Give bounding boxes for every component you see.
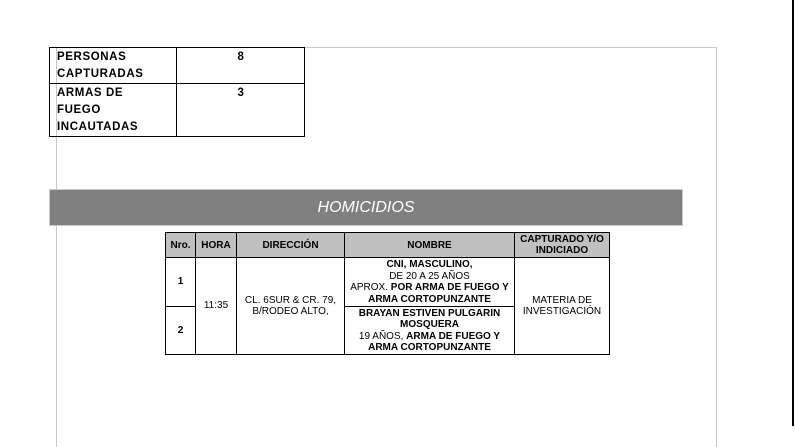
table-header-row — [166, 233, 610, 258]
name-prefix: 19 AÑOS, — [358, 330, 404, 342]
table-row — [166, 258, 610, 307]
summary-row — [50, 84, 305, 137]
row-number: 2 — [166, 307, 196, 355]
name-cell — [345, 258, 515, 307]
page-edge-rule — [792, 0, 794, 426]
name-line: BRAYAN ESTIVEN PULGARIN MOSQUERA — [358, 307, 501, 330]
header-direccion: DIRECCIÓN — [237, 233, 345, 258]
address-cell: CL. 6SUR & CR. 79, B/RODEO ALTO, — [237, 258, 345, 355]
section-banner — [49, 189, 683, 226]
summary-label: PERSONAS CAPTURADAS — [50, 48, 177, 84]
name-prefix: APROX. — [350, 282, 389, 293]
summary-row — [50, 48, 305, 84]
header-hora: HORA — [196, 233, 237, 258]
summary-value: 8 — [177, 48, 305, 84]
header-capturado: CAPTURADO Y/O INDICIADO — [515, 233, 610, 258]
header-nombre: NOMBRE — [345, 233, 515, 258]
name-cell — [345, 307, 515, 355]
row-number: 1 — [166, 258, 196, 307]
status-cell: MATERIA DE INVESTIGACIÓN — [515, 258, 610, 355]
cause-text: POR ARMA DE FUEGO Y ARMA CORTOPUNZANTE — [368, 282, 509, 305]
summary-value: 3 — [177, 84, 305, 137]
summary-table — [49, 47, 305, 137]
header-nro: Nro. — [166, 233, 196, 258]
homicides-table — [165, 232, 610, 355]
summary-label: ARMAS DE FUEGO INCAUTADAS — [50, 84, 177, 137]
section-title: HOMICIDIOS — [317, 198, 415, 216]
name-line: CNI, MASCULINO, — [386, 259, 473, 270]
cause-text: ARMA DE FUEGO Y ARMA CORTOPUNZANTE — [368, 330, 501, 353]
time-cell: 11:35 — [196, 258, 237, 355]
age-line: DE 20 A 25 AÑOS — [389, 270, 470, 282]
